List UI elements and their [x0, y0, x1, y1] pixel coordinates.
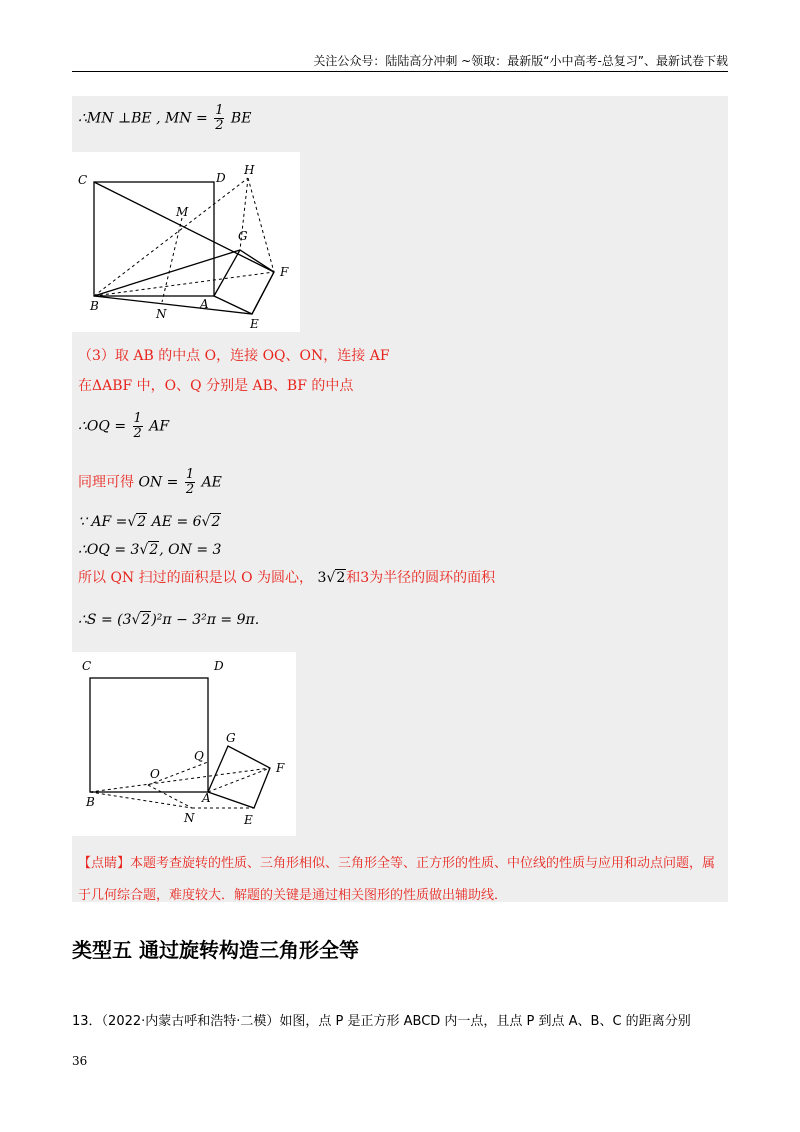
- figure-1: [72, 152, 300, 332]
- label-g: G: [226, 731, 236, 745]
- line-s: [78, 610, 259, 630]
- label-f: F: [280, 265, 289, 279]
- line-cf: [94, 182, 274, 272]
- label-h: H: [244, 163, 255, 177]
- square-abcd: [90, 678, 208, 792]
- page-header: 关注公众号：陆陆高分冲刺 ~领取：最新版“小中高考-总复习”、最新试卷下载: [313, 54, 728, 68]
- label-b: B: [86, 795, 95, 809]
- expr-part: ∵ AF =: [78, 514, 128, 530]
- frac-den: 2: [185, 482, 195, 497]
- dash-mn: [162, 218, 182, 302]
- label-e: E: [250, 317, 259, 331]
- label-m: M: [176, 205, 189, 219]
- step-3: （3）取 AB 的中点 O，连接 OQ、ON，连接 AF: [78, 348, 390, 364]
- lead-text: 同理可得: [78, 474, 134, 491]
- header-rule: [72, 71, 728, 72]
- dash-bf: [94, 272, 274, 296]
- sqrt-symbol: √2: [127, 514, 147, 530]
- expr-part: , ON = 3: [159, 542, 222, 558]
- expr-prefix: ∴MN ⊥BE , MN =: [78, 110, 208, 127]
- expr-suffix: AE: [201, 474, 222, 491]
- figure-2: [72, 652, 296, 836]
- label-f: F: [276, 761, 285, 775]
- expr-suffix: BE: [230, 110, 252, 127]
- sqrt-symbol: √2: [139, 542, 159, 558]
- sqrt-symbol: √2: [326, 570, 346, 586]
- label-n: N: [156, 307, 167, 321]
- line-oq-on: [78, 540, 221, 560]
- sqrt-symbol: √2: [201, 514, 221, 530]
- line-area: [78, 568, 495, 588]
- expr-suffix: AF: [149, 418, 170, 435]
- page-number: 36: [72, 1054, 88, 1068]
- radicand: 2: [211, 514, 221, 530]
- label-o: O: [150, 767, 160, 781]
- label-b: B: [90, 299, 99, 313]
- line-af: [78, 512, 221, 532]
- sqrt-symbol: √2: [131, 612, 151, 628]
- line-oq: [78, 412, 169, 441]
- expr-part: )²π − 3²π = 9π.: [151, 612, 260, 628]
- frac-den: 2: [215, 118, 224, 133]
- dash-bf: [90, 768, 270, 792]
- square-agfe: [208, 746, 270, 808]
- note-tag: 【点睛】: [78, 856, 131, 871]
- key-point-note: [78, 848, 722, 912]
- line-mn: [78, 104, 251, 133]
- figure-2-svg: [72, 652, 296, 836]
- problem-13: 13．（2022·内蒙古呼和浩特·二模）如图，点 P 是正方形 ABCD 内一点，且点 P 到点 A、B、C 的距离分别: [72, 1014, 691, 1029]
- fraction: [133, 412, 143, 441]
- expr-part: ∴S = (3: [78, 612, 132, 628]
- figure-1-svg: [72, 152, 300, 332]
- label-d: D: [214, 659, 224, 673]
- line-on: [78, 468, 222, 497]
- text-part: 和3为半径的圆环的面积: [346, 570, 496, 586]
- square-abcd: [94, 182, 214, 296]
- frac-num: 1: [133, 411, 142, 426]
- frac-num: 1: [185, 467, 195, 482]
- frac-num: 1: [215, 103, 224, 118]
- text-part: 所以 QN 扫过的面积是以 O 为圆心，: [78, 570, 314, 586]
- label-d: D: [216, 171, 226, 185]
- label-c: C: [78, 173, 88, 187]
- label-e: E: [244, 813, 253, 827]
- frac-den: 2: [133, 426, 142, 441]
- line-ef: [252, 272, 274, 314]
- expr-part: AE = 6: [151, 514, 202, 530]
- label-a: A: [202, 791, 211, 805]
- fraction: [185, 468, 195, 497]
- expr-prefix: ON =: [138, 474, 179, 491]
- radicand: 2: [149, 542, 159, 558]
- radicand: 2: [137, 514, 147, 530]
- label-a: A: [200, 297, 209, 311]
- note-text: 本题考查旋转的性质、三角形相似、三角形全等、正方形的性质、中位线的性质与应用和动点问题，属于几何综合题，难度较大．解题的关键是通过相关图形的性质做出辅助线．: [78, 856, 716, 903]
- line-abf: 在ΔABF 中，O、Q 分别是 AB、BF 的中点: [78, 378, 354, 394]
- fraction: [214, 104, 224, 133]
- radicand: 2: [141, 612, 151, 628]
- expr-part: ∴OQ = 3: [78, 542, 140, 558]
- quad-bgfe: [94, 250, 274, 314]
- label-g: G: [238, 229, 248, 243]
- solution-block: [72, 96, 728, 902]
- expr-prefix: ∴OQ =: [78, 418, 127, 435]
- label-q: Q: [194, 749, 204, 763]
- label-c: C: [82, 659, 92, 673]
- label-n: N: [184, 811, 195, 825]
- radicand: 2: [336, 570, 346, 586]
- number-part: 3: [317, 570, 327, 586]
- section-title: 类型五 通过旋转构造三角形全等: [72, 938, 359, 962]
